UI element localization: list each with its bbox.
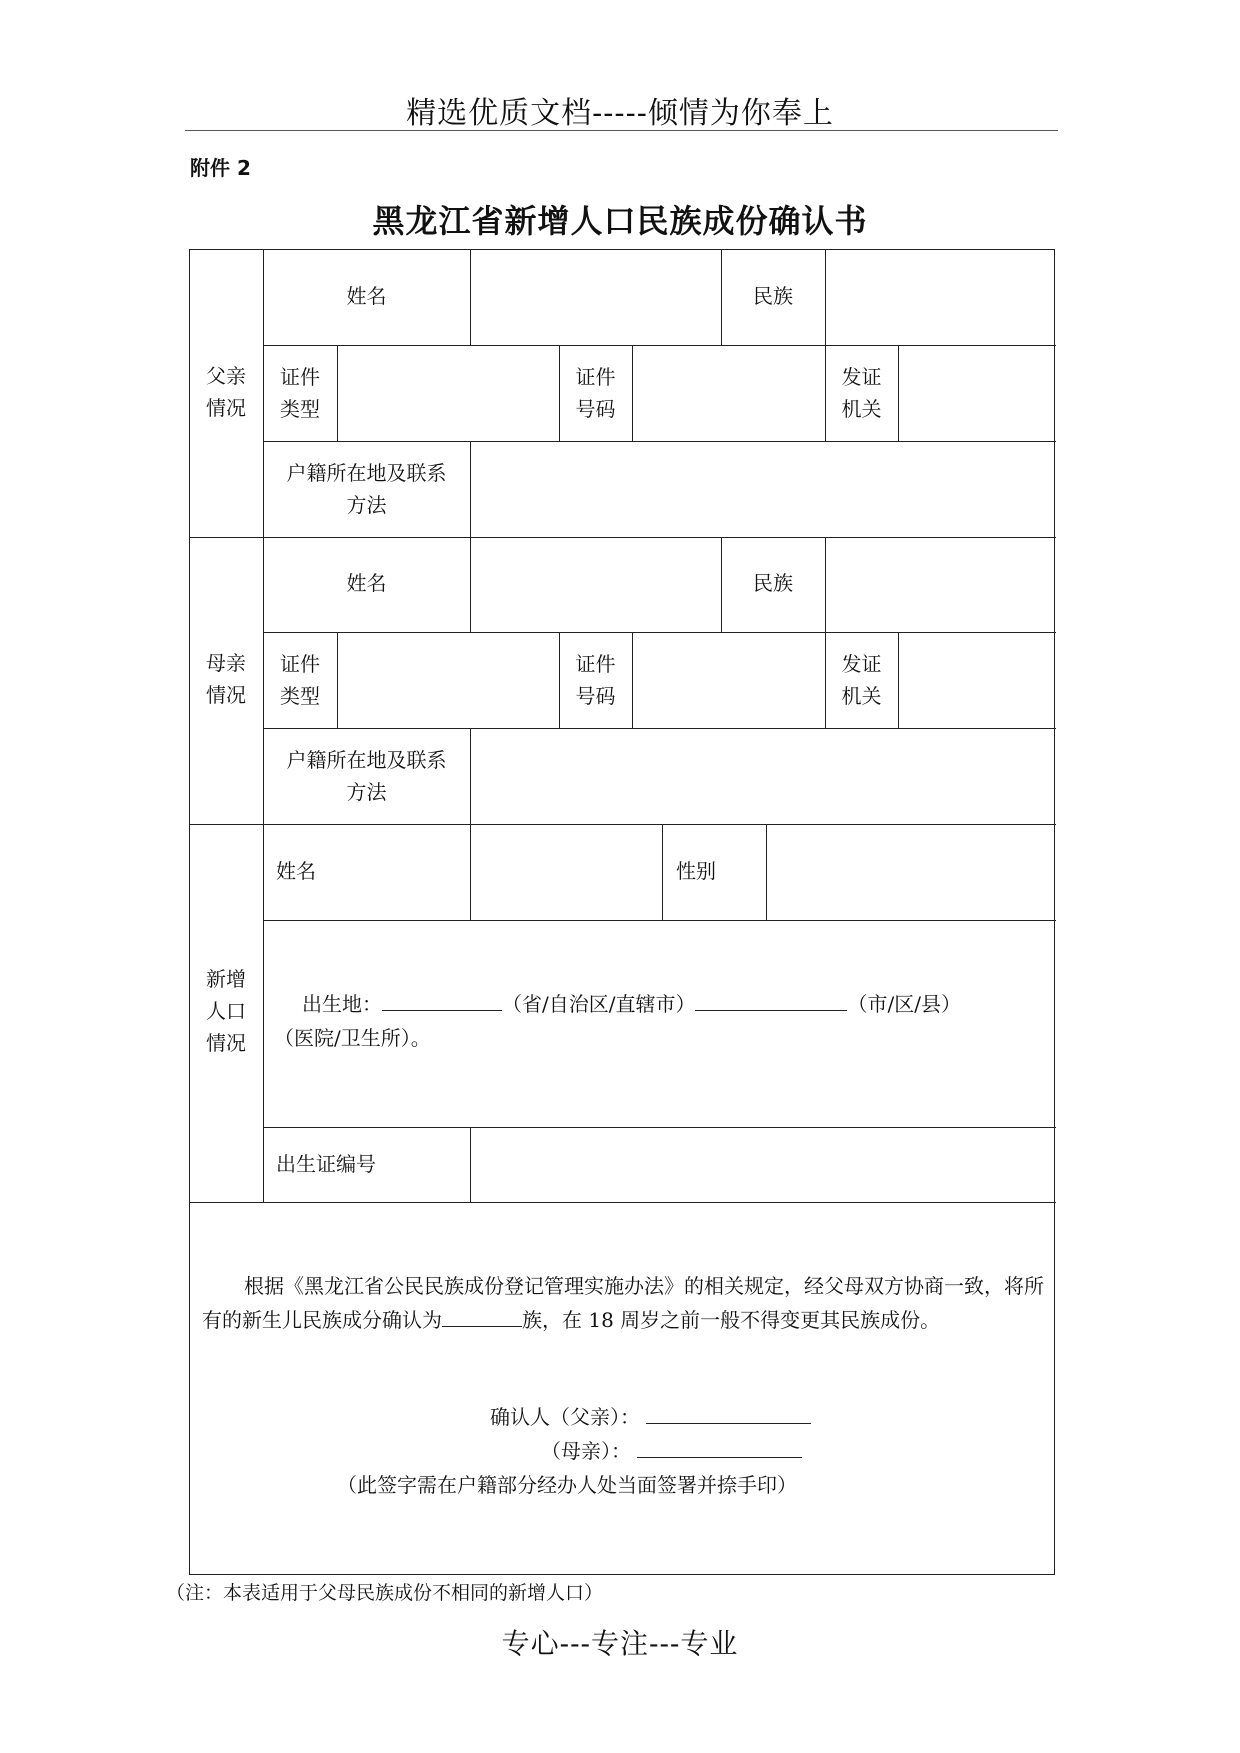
father-issuer-label: 发证 机关 (841, 365, 882, 421)
birthplace-text (274, 987, 1049, 1055)
father-name-label: 姓名 (346, 284, 387, 308)
attachment-label: 附件 2 (190, 156, 251, 180)
father-residence-field[interactable] (471, 442, 1055, 536)
mother-ethnicity-field[interactable] (826, 538, 1055, 631)
mother-signature-blank[interactable] (637, 1437, 802, 1458)
father-residence-label: 户籍所在地及联系 方法 (286, 461, 447, 517)
mother-name-label: 姓名 (346, 571, 387, 595)
statement-part2: 族，在 18 周岁之前一般不得变更其民族成份。 (522, 1308, 941, 1332)
father-name-field[interactable] (471, 251, 721, 344)
ethnicity-blank[interactable] (442, 1306, 522, 1327)
mother-id-type-label: 证件 类型 (280, 652, 320, 708)
page-footer: 专心---专注---专业 (501, 1627, 739, 1660)
father-sign-row (490, 1400, 811, 1434)
mother-sign-row (541, 1434, 802, 1468)
father-id-type-field[interactable] (338, 346, 559, 440)
section-divider (190, 1202, 1056, 1203)
mother-id-number-label: 证件 号码 (575, 652, 616, 708)
statement-part1: 根据《黑龙江省公民民族成份登记管理实施办法》的相关规定，经父母双方协商一致，将所有的新生儿民族成分确认为 (202, 1274, 1044, 1332)
birthplace-province-blank[interactable] (382, 990, 502, 1011)
mother-residence-label: 户籍所在地及联系 方法 (286, 748, 447, 804)
mother-sign-label: （母亲）： (541, 1439, 631, 1463)
confirmation-statement (202, 1269, 1044, 1337)
cell-divider (662, 824, 663, 920)
newborn-name-label: 姓名 (276, 859, 316, 883)
birthplace-city-blank[interactable] (695, 990, 847, 1011)
father-id-type-label: 证件 类型 (280, 365, 320, 421)
birth-cert-label: 出生证编号 (276, 1152, 376, 1176)
footnote: （注：本表适用于父母民族成份不相同的新增人口） (166, 1582, 604, 1604)
mother-residence-field[interactable] (471, 729, 1055, 823)
mother-name-field[interactable] (471, 538, 721, 631)
mother-id-type-field[interactable] (338, 633, 559, 727)
mother-issuer-field[interactable] (899, 633, 1055, 727)
father-ethnicity-field[interactable] (826, 251, 1055, 344)
page-header-title: 精选优质文档-----倾情为你奉上 (406, 96, 834, 131)
document-title: 黑龙江省新增人口民族成份确认书 (372, 202, 868, 240)
birthplace-province-suffix: （省/自治区/直辖市） (502, 992, 696, 1016)
mother-ethnicity-label: 民族 (753, 571, 793, 595)
header-divider (185, 130, 1058, 131)
newborn-section-label: 新增 人口 情况 (206, 967, 246, 1055)
birthplace-prefix: 出生地： (302, 992, 382, 1016)
mother-id-number-field[interactable] (633, 633, 825, 727)
father-id-number-field[interactable] (633, 346, 825, 440)
father-ethnicity-label: 民族 (753, 284, 793, 308)
birthplace-city-suffix: （市/区/县） (847, 992, 961, 1016)
father-signature-blank[interactable] (646, 1403, 811, 1424)
row-divider (263, 920, 1056, 921)
father-issuer-field[interactable] (899, 346, 1055, 440)
birthplace-hospital-suffix: （医院/卫生所）。 (274, 1026, 431, 1050)
father-sign-label: 确认人（父亲）： (490, 1405, 640, 1429)
confirmation-form (189, 249, 1055, 1575)
father-section-label: 父亲 情况 (206, 364, 246, 420)
father-id-number-label: 证件 号码 (575, 365, 616, 421)
newborn-gender-label: 性别 (676, 859, 716, 883)
newborn-gender-field[interactable] (767, 825, 1055, 919)
mother-issuer-label: 发证 机关 (841, 652, 882, 708)
mother-section-label: 母亲 情况 (206, 651, 246, 707)
newborn-name-field[interactable] (471, 825, 662, 919)
sign-note: （此签字需在户籍部分经办人处当面签署并捺手印） (337, 1473, 797, 1497)
birth-cert-field[interactable] (471, 1128, 1055, 1201)
